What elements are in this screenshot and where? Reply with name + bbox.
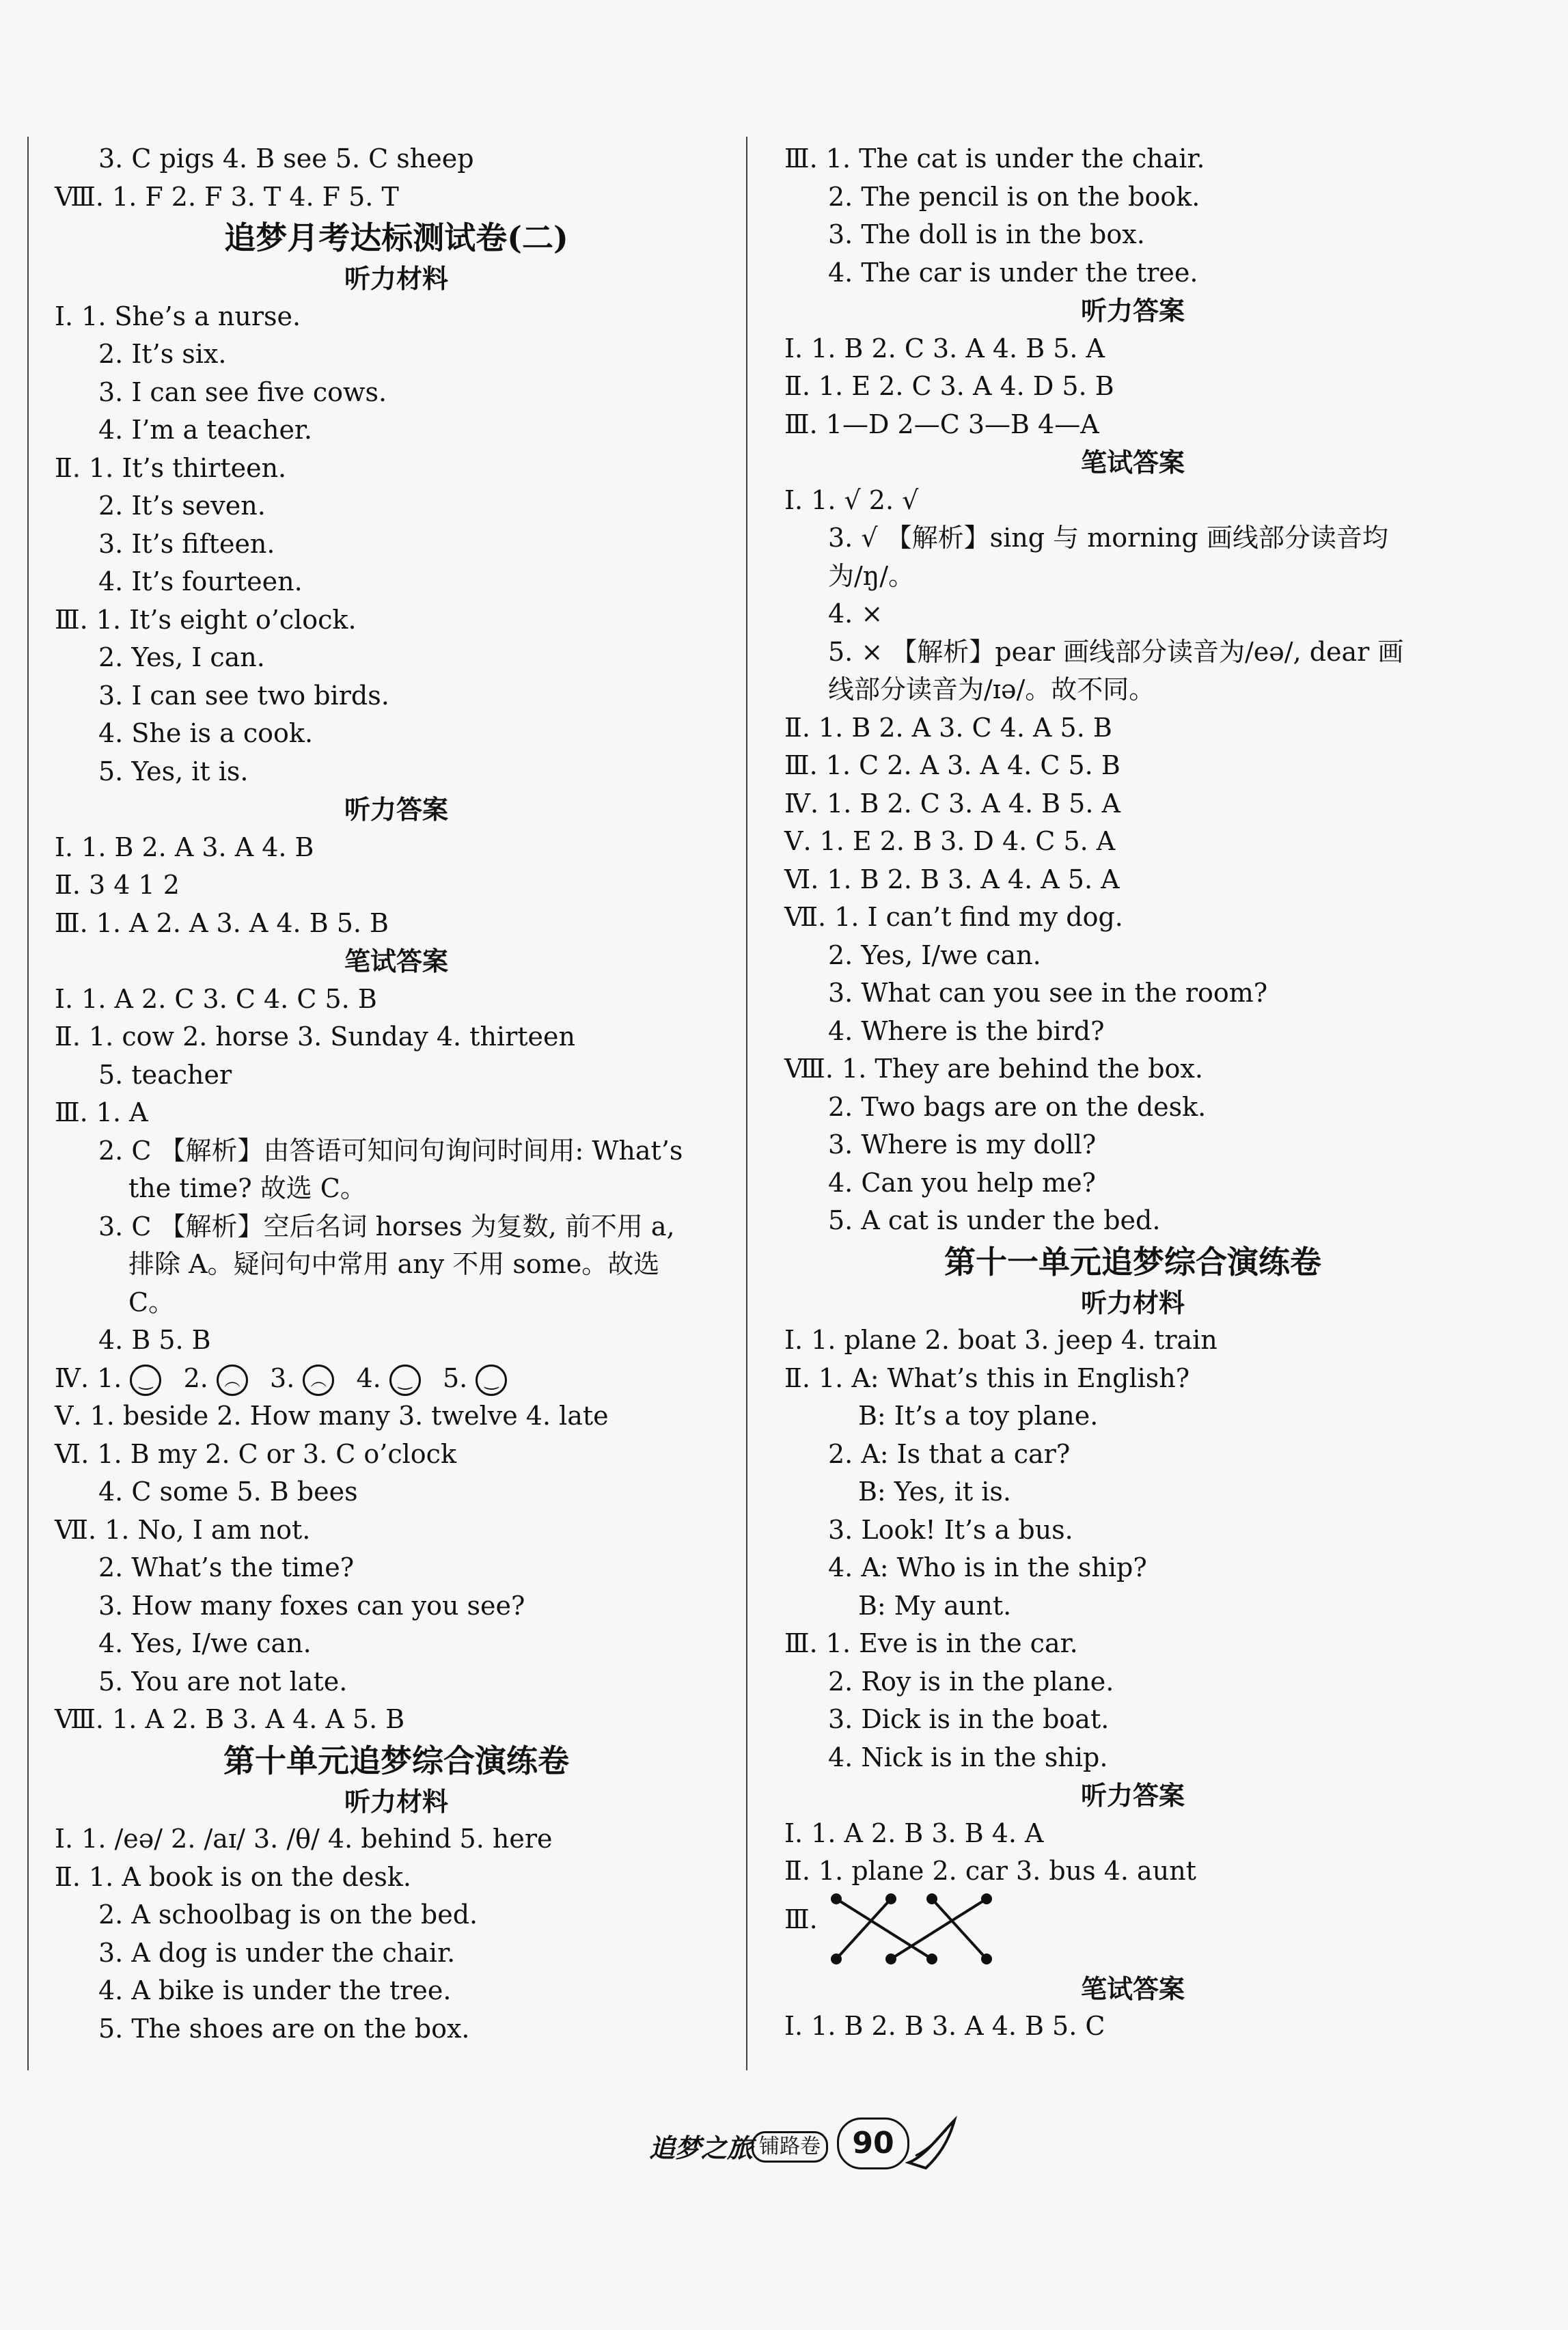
- answer-line: B: It’s a toy plane.: [858, 1401, 1099, 1431]
- answer-line: Ⅰ. 1. √ 2. √: [784, 484, 919, 515]
- match-dot: [887, 1895, 895, 1903]
- answer-line: 4. Nick is in the ship.: [828, 1742, 1108, 1772]
- match-dot: [982, 1895, 991, 1903]
- answer-line: Ⅱ. 1. B 2. A 3. C 4. A 5. B: [784, 712, 1112, 743]
- answer-line: Ⅲ. 1. The cat is under the chair.: [784, 143, 1205, 174]
- answer-line: 5. The shoes are on the box.: [98, 2013, 470, 2044]
- column-divider: [746, 137, 747, 2070]
- frowning-face-icon: ︵: [303, 1365, 334, 1396]
- answer-line: Ⅰ. 1. B 2. C 3. A 4. B 5. A: [784, 333, 1105, 364]
- answer-line: 2. A schoolbag is on the bed.: [98, 1900, 478, 1930]
- answer-line: 2. C 【解析】由答语可知问句询问时间用: What’s: [98, 1135, 683, 1166]
- section-title: 第十一单元追梦综合演练卷: [944, 1243, 1321, 1280]
- answer-line: Ⅷ. 1. F 2. F 3. T 4. F 5. T: [55, 181, 399, 212]
- answer-line: 3. √ 【解析】sing 与 morning 画线部分读音均: [828, 523, 1388, 553]
- answer-line: Ⅱ. 3 4 1 2: [55, 870, 180, 900]
- subsection-heading: 笔试答案: [1080, 1973, 1185, 2004]
- answer-line: Ⅶ. 1. No, I am not.: [55, 1514, 311, 1545]
- answer-line: Ⅲ. 1. Eve is in the car.: [784, 1628, 1078, 1658]
- match-dot: [982, 1955, 991, 1963]
- subsection-heading: 听力答案: [344, 794, 448, 825]
- brand-logo-text: 追梦之旅: [649, 2133, 754, 2163]
- answer-line: 4. Where is the bird?: [828, 1015, 1105, 1046]
- answer-line: B: My aunt.: [858, 1590, 1012, 1621]
- frowning-face-icon: ︵: [217, 1365, 248, 1396]
- faces-answer-line: [55, 1360, 738, 1398]
- answer-line: 4. A bike is under the tree.: [98, 1975, 452, 2005]
- left-margin-rule: [27, 137, 29, 2070]
- answer-line: 3. I can see five cows.: [98, 376, 387, 407]
- matching-lines-diagram: [829, 1891, 1007, 1970]
- answer-line: 2. Two bags are on the desk.: [828, 1091, 1207, 1122]
- page-number: 90: [837, 2117, 909, 2169]
- subsection-heading: 听力材料: [344, 1785, 448, 1817]
- face-number: 2.: [183, 1362, 208, 1393]
- answer-line: Ⅱ. 1. A: What’s this in English?: [784, 1362, 1190, 1393]
- section-title: 第十单元追梦综合演练卷: [223, 1742, 569, 1779]
- answer-line: Ⅲ. 1. It’s eight o’clock.: [55, 604, 357, 635]
- answer-line: 线部分读音为/ɪə/。故不同。: [828, 674, 1155, 704]
- answer-line: Ⅱ. 1. E 2. C 3. A 4. D 5. B: [784, 371, 1114, 401]
- answer-line: 3. Where is my doll?: [828, 1129, 1097, 1160]
- answer-line: 4. I’m a teacher.: [98, 415, 312, 445]
- answer-line: 排除 A。疑问句中常用 any 不用 some。故选: [128, 1249, 660, 1279]
- answer-line: 3. C 【解析】空后名词 horses 为复数, 前不用 a,: [98, 1211, 675, 1242]
- answer-line: 2. Roy is in the plane.: [828, 1666, 1114, 1697]
- answer-line: Ⅳ. 1. B 2. C 3. A 4. B 5. A: [784, 788, 1120, 819]
- subsection-heading: 笔试答案: [344, 946, 448, 976]
- answer-line: 2. The pencil is on the book.: [828, 181, 1200, 212]
- answer-line: 4. It’s fourteen.: [98, 566, 303, 597]
- answer-line: Ⅲ. 1. A 2. A 3. A 4. B 5. B: [55, 907, 389, 938]
- face-number: 5.: [442, 1362, 468, 1393]
- answer-line: Ⅰ. 1. She’s a nurse.: [55, 301, 301, 331]
- answer-line: 2. It’s seven.: [98, 491, 266, 521]
- subsection-heading: 听力材料: [1080, 1287, 1185, 1318]
- left-column: [55, 140, 738, 2048]
- answer-line: 5. You are not late.: [98, 1666, 348, 1697]
- answer-line: 3. A dog is under the chair.: [98, 1937, 456, 1968]
- answer-line: Ⅰ. 1. B 2. A 3. A 4. B: [55, 832, 314, 862]
- right-column: [784, 140, 1481, 2046]
- answer-line: 5. × 【解析】pear 画线部分读音为/eə/, dear 画: [828, 636, 1404, 667]
- smiley-face-icon: ‿: [130, 1365, 161, 1396]
- match-dot: [928, 1895, 936, 1903]
- smiley-face-icon: ‿: [389, 1365, 421, 1396]
- answer-line: 4. C some 5. B bees: [98, 1477, 358, 1507]
- answer-line: 2. Yes, I can.: [98, 642, 265, 672]
- answer-line: 3. C pigs 4. B see 5. C sheep: [98, 143, 474, 174]
- section-title: 追梦月考达标测试卷(二): [224, 219, 568, 256]
- match-dot: [887, 1955, 895, 1963]
- answer-line: 4. A: Who is in the ship?: [828, 1552, 1147, 1582]
- answer-line: 2. It’s six.: [98, 339, 227, 369]
- answer-line: Ⅲ. 1. A: [55, 1097, 148, 1127]
- answer-line: 2. A: Is that a car?: [828, 1438, 1071, 1469]
- answer-line: Ⅲ. 1—D 2—C 3—B 4—A: [784, 409, 1099, 439]
- face-number: 3.: [270, 1362, 295, 1393]
- answer-line: 为/ŋ/。: [828, 560, 915, 591]
- answer-line: Ⅵ. 1. B my 2. C or 3. C o’clock: [55, 1438, 456, 1469]
- series-seal: 铺路卷: [752, 2131, 828, 2163]
- answer-line: Ⅱ. 1. cow 2. horse 3. Sunday 4. thirteen: [55, 1022, 575, 1052]
- answer-line: 2. Yes, I/we can.: [828, 940, 1041, 970]
- face-number: 4.: [356, 1362, 381, 1393]
- answer-line: Ⅱ. 1. A book is on the desk.: [55, 1861, 411, 1892]
- answer-line: 5. A cat is under the bed.: [828, 1205, 1161, 1235]
- answer-line: 3. Look! It’s a bus.: [828, 1514, 1073, 1545]
- wing-decoration-icon: [905, 2115, 960, 2176]
- page-footer: [649, 2108, 963, 2183]
- answer-line: 4. The car is under the tree.: [828, 257, 1198, 288]
- match-dot: [928, 1955, 936, 1963]
- answer-line: 2. What’s the time?: [98, 1552, 355, 1582]
- answer-line: 5. Yes, it is.: [98, 756, 249, 786]
- match-dot: [832, 1895, 840, 1903]
- answer-line: 3. How many foxes can you see?: [98, 1590, 525, 1621]
- match-dot: [832, 1955, 840, 1963]
- answer-line: 5. teacher: [98, 1059, 232, 1090]
- answer-line: Ⅰ. 1. A 2. B 3. B 4. A: [784, 1818, 1044, 1848]
- matching-label: Ⅲ.: [784, 1904, 818, 1934]
- answer-line: C。: [128, 1287, 175, 1317]
- answer-line: Ⅲ. 1. C 2. A 3. A 4. C 5. B: [784, 750, 1120, 780]
- answer-line: Ⅰ. 1. plane 2. boat 3. jeep 4. train: [784, 1325, 1218, 1355]
- answer-line: Ⅰ. 1. B 2. B 3. A 4. B 5. C: [784, 2011, 1105, 2041]
- answer-line: Ⅱ. 1. plane 2. car 3. bus 4. aunt: [784, 1856, 1196, 1886]
- answer-line: 3. Dick is in the boat.: [828, 1704, 1110, 1734]
- answer-line: 4. ×: [828, 599, 883, 629]
- answer-line: 3. What can you see in the room?: [828, 978, 1268, 1008]
- answer-line: Ⅴ. 1. E 2. B 3. D 4. C 5. A: [784, 826, 1116, 856]
- answer-line: Ⅵ. 1. B 2. B 3. A 4. A 5. A: [784, 864, 1120, 894]
- answer-line: 3. I can see two birds.: [98, 680, 389, 711]
- answer-line: 4. She is a cook.: [98, 718, 314, 748]
- answer-line: Ⅷ. 1. They are behind the box.: [784, 1054, 1203, 1084]
- matching-answer: [784, 1891, 1481, 1970]
- subsection-heading: 笔试答案: [1080, 447, 1185, 478]
- answer-line: Ⅴ. 1. beside 2. How many 3. twelve 4. late: [55, 1401, 609, 1431]
- answer-line: the time? 故选 C。: [128, 1173, 366, 1203]
- answer-line: 3. It’s fifteen.: [98, 528, 275, 559]
- answer-line: 4. Yes, I/we can.: [98, 1628, 312, 1658]
- faces-lead-label: Ⅳ. 1.: [55, 1362, 122, 1393]
- answer-line: B: Yes, it is.: [858, 1477, 1011, 1507]
- answer-line: 4. Can you help me?: [828, 1167, 1096, 1198]
- answer-line: Ⅰ. 1. A 2. C 3. C 4. C 5. B: [55, 983, 377, 1014]
- answer-line: 3. The doll is in the box.: [828, 219, 1145, 249]
- answer-line: Ⅰ. 1. /eə/ 2. /aɪ/ 3. /θ/ 4. behind 5. here: [55, 1824, 553, 1854]
- smiley-face-icon: ‿: [476, 1365, 507, 1396]
- subsection-heading: 听力答案: [1080, 295, 1185, 326]
- answer-line: Ⅱ. 1. It’s thirteen.: [55, 452, 287, 483]
- subsection-heading: 听力答案: [1080, 1780, 1185, 1811]
- answer-line: Ⅶ. 1. I can’t find my dog.: [784, 902, 1123, 932]
- subsection-heading: 听力材料: [344, 263, 448, 294]
- answer-line: Ⅷ. 1. A 2. B 3. A 4. A 5. B: [55, 1704, 405, 1734]
- answer-line: 4. B 5. B: [98, 1325, 211, 1355]
